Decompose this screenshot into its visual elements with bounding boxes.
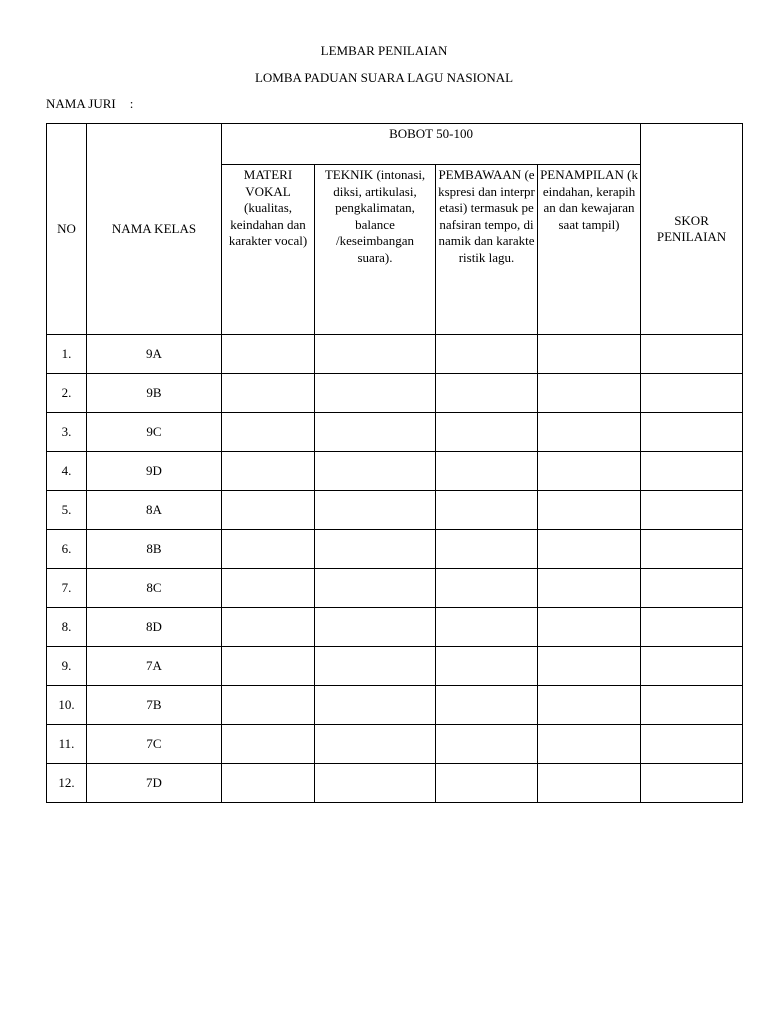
criteria-pembawaan: PEMBAWAAN (ekspresi dan interpretasi) termasuk penafsiran tempo, dinamik dan karakteristik lagu. bbox=[436, 165, 538, 335]
row-no: 12. bbox=[47, 764, 87, 803]
score-skor-penilaian[interactable] bbox=[641, 725, 743, 764]
score-skor-penilaian[interactable] bbox=[641, 452, 743, 491]
score-pembawaan[interactable] bbox=[436, 647, 538, 686]
score-penampilan[interactable] bbox=[538, 764, 641, 803]
score-materi-vokal[interactable] bbox=[222, 530, 315, 569]
score-skor-penilaian[interactable] bbox=[641, 647, 743, 686]
score-penampilan[interactable] bbox=[538, 335, 641, 374]
score-pembawaan[interactable] bbox=[436, 491, 538, 530]
score-skor-penilaian[interactable] bbox=[641, 491, 743, 530]
row-no: 11. bbox=[47, 725, 87, 764]
score-pembawaan[interactable] bbox=[436, 413, 538, 452]
score-pembawaan[interactable] bbox=[436, 608, 538, 647]
score-skor-penilaian[interactable] bbox=[641, 608, 743, 647]
score-skor-penilaian[interactable] bbox=[641, 413, 743, 452]
score-pembawaan[interactable] bbox=[436, 569, 538, 608]
score-materi-vokal[interactable] bbox=[222, 452, 315, 491]
table-row bbox=[47, 647, 743, 686]
criteria-materi-vokal: MATERI VOKAL (kualitas, keindahan dan karakter vocal) bbox=[222, 165, 315, 335]
score-pembawaan[interactable] bbox=[436, 452, 538, 491]
juri-label: NAMA JURI bbox=[46, 96, 116, 111]
score-penampilan[interactable] bbox=[538, 530, 641, 569]
score-penampilan[interactable] bbox=[538, 452, 641, 491]
row-kelas: 8B bbox=[87, 530, 222, 569]
header-nama-kelas: NAMA KELAS bbox=[87, 124, 222, 335]
score-teknik[interactable] bbox=[315, 608, 436, 647]
score-materi-vokal[interactable] bbox=[222, 686, 315, 725]
row-no: 8. bbox=[47, 608, 87, 647]
score-skor-penilaian[interactable] bbox=[641, 686, 743, 725]
table-row bbox=[47, 569, 743, 608]
score-teknik[interactable] bbox=[315, 530, 436, 569]
row-kelas: 8D bbox=[87, 608, 222, 647]
table-row bbox=[47, 725, 743, 764]
score-materi-vokal[interactable] bbox=[222, 374, 315, 413]
score-materi-vokal[interactable] bbox=[222, 608, 315, 647]
score-materi-vokal[interactable] bbox=[222, 725, 315, 764]
score-teknik[interactable] bbox=[315, 569, 436, 608]
page-subtitle: LOMBA PADUAN SUARA LAGU NASIONAL bbox=[254, 70, 514, 85]
score-materi-vokal[interactable] bbox=[222, 335, 315, 374]
row-no: 2. bbox=[47, 374, 87, 413]
table-row bbox=[47, 491, 743, 530]
score-penampilan[interactable] bbox=[538, 725, 641, 764]
score-penampilan[interactable] bbox=[538, 647, 641, 686]
header-no: NO bbox=[47, 124, 87, 335]
row-kelas: 8C bbox=[87, 569, 222, 608]
assessment-table bbox=[46, 123, 743, 803]
criteria-teknik: TEKNIK (intonasi, diksi, artikulasi, pengkalimatan, balance /keseimbangan suara). bbox=[315, 165, 436, 335]
row-kelas: 8A bbox=[87, 491, 222, 530]
score-skor-penilaian[interactable] bbox=[641, 569, 743, 608]
table-row bbox=[47, 764, 743, 803]
score-teknik[interactable] bbox=[315, 647, 436, 686]
row-kelas: 7A bbox=[87, 647, 222, 686]
row-no: 1. bbox=[47, 335, 87, 374]
row-kelas: 7D bbox=[87, 764, 222, 803]
score-teknik[interactable] bbox=[315, 491, 436, 530]
row-kelas: 9C bbox=[87, 413, 222, 452]
page-title: LEMBAR PENILAIAN bbox=[320, 43, 448, 58]
score-teknik[interactable] bbox=[315, 413, 436, 452]
score-teknik[interactable] bbox=[315, 725, 436, 764]
score-teknik[interactable] bbox=[315, 335, 436, 374]
row-no: 6. bbox=[47, 530, 87, 569]
row-no: 4. bbox=[47, 452, 87, 491]
row-no: 3. bbox=[47, 413, 87, 452]
row-no: 9. bbox=[47, 647, 87, 686]
score-pembawaan[interactable] bbox=[436, 374, 538, 413]
row-kelas: 9B bbox=[87, 374, 222, 413]
score-materi-vokal[interactable] bbox=[222, 569, 315, 608]
table-row bbox=[47, 530, 743, 569]
score-skor-penilaian[interactable] bbox=[641, 530, 743, 569]
score-pembawaan[interactable] bbox=[436, 764, 538, 803]
header-bobot: BOBOT 50-100 bbox=[222, 124, 641, 165]
score-teknik[interactable] bbox=[315, 374, 436, 413]
score-penampilan[interactable] bbox=[538, 413, 641, 452]
score-materi-vokal[interactable] bbox=[222, 413, 315, 452]
table-row bbox=[47, 413, 743, 452]
score-teknik[interactable] bbox=[315, 764, 436, 803]
header-skor-label: SKOR PENILAIAN bbox=[656, 213, 727, 244]
score-materi-vokal[interactable] bbox=[222, 491, 315, 530]
criteria-penampilan: PENAMPILAN (keindahan, kerapihan dan kewajaran saat tampil) bbox=[538, 165, 641, 335]
table-row bbox=[47, 335, 743, 374]
row-kelas: 9A bbox=[87, 335, 222, 374]
score-pembawaan[interactable] bbox=[436, 530, 538, 569]
row-kelas: 7B bbox=[87, 686, 222, 725]
juri-line bbox=[46, 96, 133, 112]
row-no: 10. bbox=[47, 686, 87, 725]
table-row bbox=[47, 608, 743, 647]
score-penampilan[interactable] bbox=[538, 374, 641, 413]
score-pembawaan[interactable] bbox=[436, 686, 538, 725]
score-skor-penilaian[interactable] bbox=[641, 764, 743, 803]
table-row bbox=[47, 452, 743, 491]
row-kelas: 9D bbox=[87, 452, 222, 491]
score-pembawaan[interactable] bbox=[436, 725, 538, 764]
table-row bbox=[47, 374, 743, 413]
score-penampilan[interactable] bbox=[538, 608, 641, 647]
juri-colon: : bbox=[129, 96, 134, 111]
score-skor-penilaian[interactable] bbox=[641, 374, 743, 413]
row-kelas: 7C bbox=[87, 725, 222, 764]
score-pembawaan[interactable] bbox=[436, 335, 538, 374]
row-no: 7. bbox=[47, 569, 87, 608]
score-penampilan[interactable] bbox=[538, 491, 641, 530]
score-materi-vokal[interactable] bbox=[222, 764, 315, 803]
score-teknik[interactable] bbox=[315, 452, 436, 491]
score-skor-penilaian[interactable] bbox=[641, 335, 743, 374]
table-row bbox=[47, 686, 743, 725]
score-penampilan[interactable] bbox=[538, 686, 641, 725]
score-materi-vokal[interactable] bbox=[222, 647, 315, 686]
header-skor bbox=[641, 124, 743, 335]
score-penampilan[interactable] bbox=[538, 569, 641, 608]
row-no: 5. bbox=[47, 491, 87, 530]
score-teknik[interactable] bbox=[315, 686, 436, 725]
